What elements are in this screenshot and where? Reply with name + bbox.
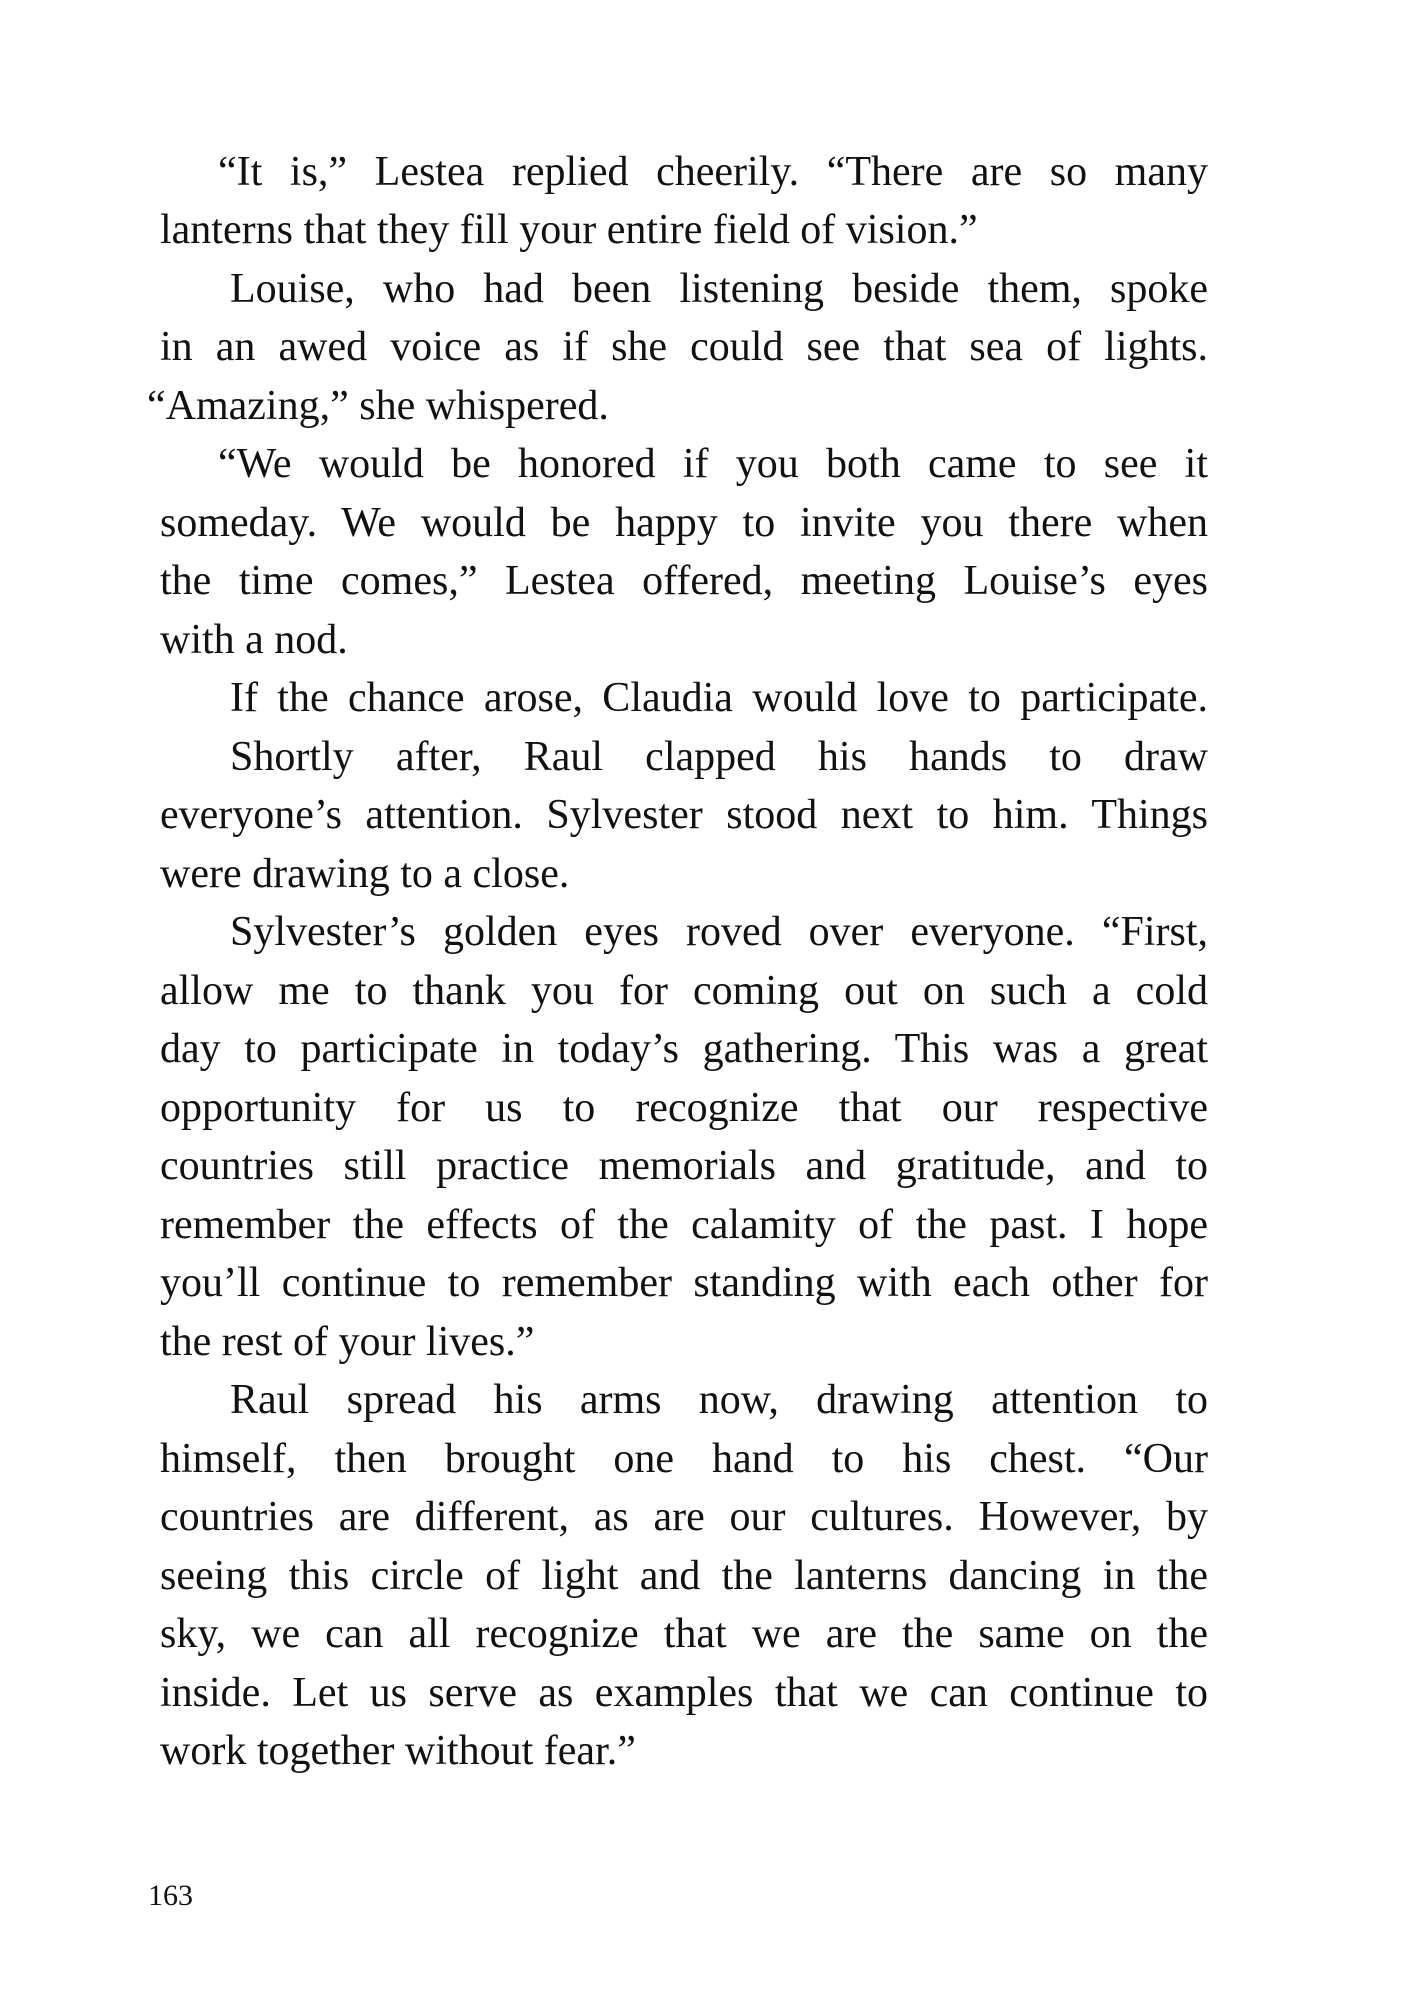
text-line: inside. Let us serve as examples that we can continue to [160, 1670, 1208, 1716]
text-line: everyone’s attention. Sylvester stood next to him. Things [160, 792, 1208, 838]
page-number: 163 [148, 1879, 193, 1912]
text-line: the time comes,” Lestea offered, meeting Louise’s eyes [160, 558, 1208, 604]
text-line: opportunity for us to recognize that our respective [160, 1085, 1208, 1131]
text-line: sky, we can all recognize that we are the same on the [160, 1611, 1208, 1657]
text-line: Louise, who had been listening beside them, spoke [230, 266, 1208, 312]
text-line: “It is,” Lestea replied cheerily. “There are so many [218, 149, 1208, 195]
text-line: in an awed voice as if she could see that sea of lights. [160, 324, 1208, 370]
text-line: were drawing to a close. [160, 851, 570, 897]
text-line: seeing this circle of light and the lanterns dancing in the [160, 1553, 1208, 1599]
text-line: remember the effects of the calamity of the past. I hope [160, 1202, 1208, 1248]
text-line: countries are different, as are our cultures. However, by [160, 1494, 1208, 1540]
text-line: you’ll continue to remember standing with each other for [160, 1260, 1208, 1306]
text-line: himself, then brought one hand to his chest. “Our [160, 1436, 1208, 1482]
text-line: the rest of your lives.” [160, 1319, 535, 1365]
text-line: If the chance arose, Claudia would love to participate. [230, 675, 1208, 721]
text-line: Sylvester’s golden eyes roved over everyone. “First, [230, 909, 1208, 955]
text-line: “Amazing,” she whispered. [147, 383, 609, 429]
text-line: Shortly after, Raul clapped his hands to draw [230, 734, 1208, 780]
text-line: countries still practice memorials and gratitude, and to [160, 1143, 1208, 1189]
text-line: allow me to thank you for coming out on such a cold [160, 968, 1208, 1014]
text-line: lanterns that they fill your entire field of vision.” [160, 207, 978, 253]
text-line: someday. We would be happy to invite you there when [160, 500, 1208, 546]
text-line: “We would be honored if you both came to see it [218, 441, 1208, 487]
text-line: day to participate in today’s gathering. This was a great [160, 1026, 1208, 1072]
text-line: with a nod. [160, 617, 348, 663]
text-line: Raul spread his arms now, drawing attention to [230, 1377, 1208, 1423]
text-line: work together without fear.” [160, 1728, 636, 1774]
